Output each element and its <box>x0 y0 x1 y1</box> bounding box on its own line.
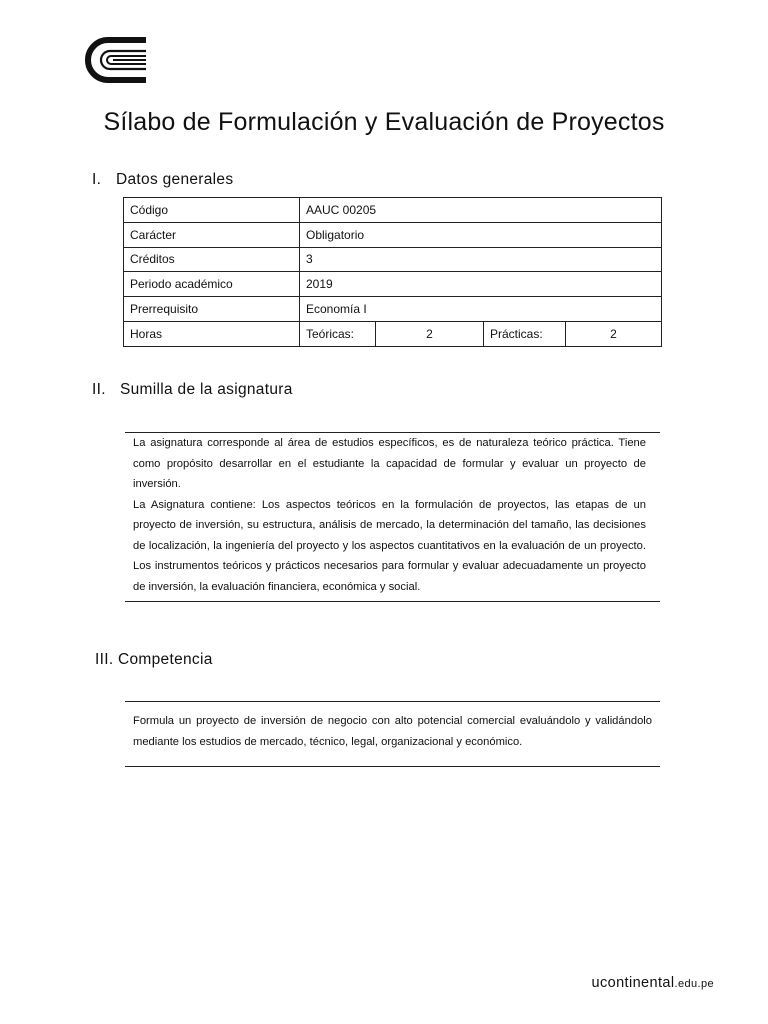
table-cell-value: AAUC 00205 <box>300 198 662 223</box>
university-logo-icon <box>80 36 150 84</box>
practice-hours-value: 2 <box>566 321 662 346</box>
table-cell-value: 2019 <box>300 272 662 297</box>
table-cell-label: Código <box>124 198 300 223</box>
footer-website <box>591 975 714 991</box>
theory-hours-label: Teóricas: <box>300 321 376 346</box>
sumilla-paragraph: La asignatura corresponde al área de estudios específicos, es de naturaleza teórico práctica. Tiene como propósito desarrollar en el estudiante la capacidad de formular y evaluar un proyecto de inversión. <box>133 437 646 490</box>
section-heading-competencia <box>95 651 213 669</box>
table-cell-value: Economía I <box>300 297 662 322</box>
theory-hours-value: 2 <box>376 321 484 346</box>
competencia-box <box>125 701 660 767</box>
section-heading-sumilla <box>92 381 293 399</box>
section-heading-general-data <box>92 171 233 189</box>
section-title: Sumilla de la asignatura <box>120 381 293 398</box>
section-number: I. <box>92 171 102 188</box>
table-row-hours <box>124 321 662 346</box>
sumilla-box <box>125 432 660 602</box>
table-cell-label: Periodo académico <box>124 272 300 297</box>
table-cell-label: Prerrequisito <box>124 297 300 322</box>
table-row <box>124 247 662 272</box>
practice-hours-label: Prácticas: <box>484 321 566 346</box>
table-row <box>124 222 662 247</box>
hours-label: Horas <box>124 321 300 346</box>
table-row <box>124 272 662 297</box>
footer-brand: ucontinental <box>591 975 675 991</box>
sumilla-paragraph: La Asignatura contiene: Los aspectos teóricos en la formulación de proyectos, las etapas de un proyecto de inversión, su estructura, análisis de mercado, la determinación del tamaño, las decisiones de localización, la ingeniería del proyecto y los aspectos cuantitativos en la evaluación de un proyecto. Los instrumentos teóricos y prácticos necesarios para formular y evaluar adecuadamente un proyecto de inversión, la evaluación financiera, económica y social. <box>133 498 646 593</box>
section-number: II. <box>92 381 106 398</box>
table-row <box>124 297 662 322</box>
table-cell-label: Créditos <box>124 247 300 272</box>
competencia-text: Formula un proyecto de inversión de negocio con alto potencial comercial evaluándolo y validándolo mediante los estudios de mercado, técnico, legal, organizacional y económico. <box>133 715 652 748</box>
section-title: Competencia <box>118 651 213 668</box>
table-cell-value: Obligatorio <box>300 222 662 247</box>
general-data-table <box>123 197 662 347</box>
section-title: Datos generales <box>116 171 234 188</box>
table-row <box>124 198 662 223</box>
footer-domain: .edu.pe <box>674 978 714 990</box>
document-title: Sílabo de Formulación y Evaluación de Proyectos <box>103 108 665 136</box>
table-cell-value: 3 <box>300 247 662 272</box>
section-number: III. <box>95 651 114 668</box>
table-cell-label: Carácter <box>124 222 300 247</box>
